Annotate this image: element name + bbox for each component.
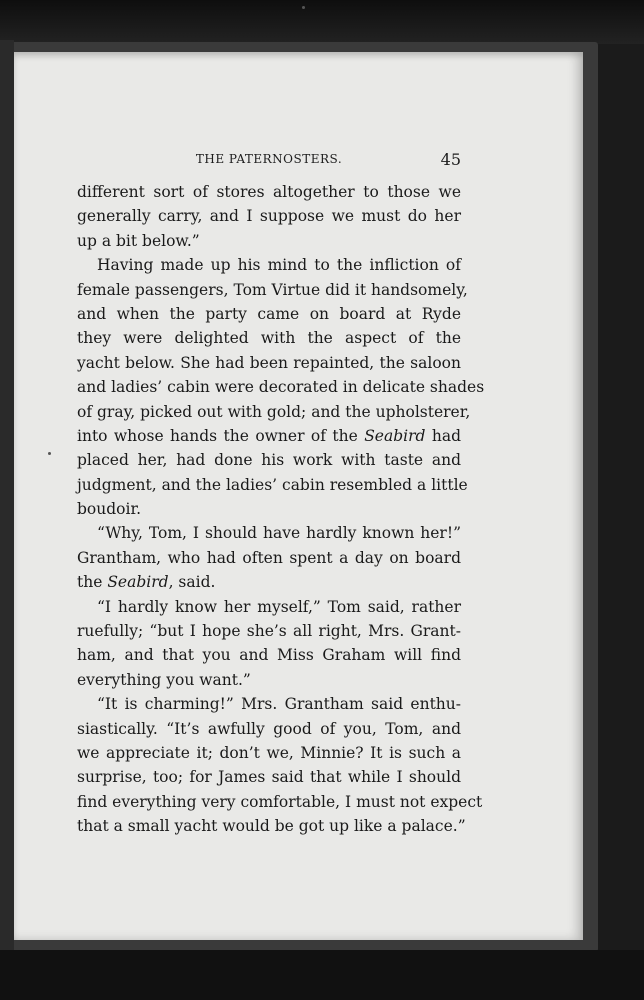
text-line: they were delighted with the aspect of the: [77, 329, 461, 348]
text-line: and ladies’ cabin were decorated in delicate shades: [77, 378, 485, 397]
ship-name: Seabird: [107, 573, 169, 592]
text-line: we appreciate it; don’t we, Minnie? It is such a: [77, 743, 461, 762]
text-line: boudoir.: [77, 500, 142, 519]
text-line: up a bit below.”: [77, 231, 200, 250]
text-line: yacht below. She had been repainted, the saloon: [77, 353, 461, 372]
ship-name: Seabird: [364, 426, 426, 445]
text-line: female passengers, Tom Virtue did it handsomely,: [77, 280, 468, 299]
text-line: generally carry, and I suppose we must do her: [77, 207, 461, 226]
text-line: Having made up his mind to the infliction of: [97, 256, 461, 275]
text-line: find everything very comfortable, I must not expect: [77, 792, 483, 811]
running-title: THE PATERNOSTERS.: [195, 152, 343, 166]
text-line: that a small yacht would be got up like a palace.”: [77, 817, 466, 836]
text-line: ruefully; “but I hope she’s all right, Mrs. Grant-: [77, 622, 461, 641]
text-line: ham, and that you and Miss Graham will find: [77, 646, 461, 665]
scan-top-edge: [0, 0, 644, 44]
body-text: [77, 180, 485, 839]
text-line: of gray, picked out with gold; and the upholsterer,: [77, 402, 471, 421]
text-line: into whose hands the owner of the Seabird had: [77, 426, 461, 445]
text-line: different sort of stores altogether to those we: [77, 183, 461, 201]
text-line: “I hardly know her myself,” Tom said, rather: [97, 597, 461, 616]
paper-speck: [48, 452, 51, 455]
text-line: placed her, had done his work with taste and: [77, 451, 461, 470]
text-line: “It is charming!” Mrs. Grantham said enthu-: [97, 695, 461, 714]
text-line: everything you want.”: [77, 670, 251, 689]
scan-bottom-edge: [0, 950, 644, 1000]
text-line: and when the party came on board at Ryde: [77, 304, 461, 323]
text-line: Grantham, who had often spent a day on board: [77, 548, 461, 567]
text-line: siastically. “It’s awfully good of you, Tom, and: [77, 719, 461, 738]
book-spine-strip: [0, 40, 14, 950]
paper-speck: [302, 6, 305, 9]
text-line: “Why, Tom, I should have hardly known her!”: [97, 524, 461, 543]
text-line: the Seabird, said.: [77, 573, 216, 592]
page-header: [77, 152, 461, 174]
text-line: judgment, and the ladies’ cabin resembled a little: [77, 475, 468, 494]
page-number: 45: [440, 150, 461, 169]
text-line: surprise, too; for James said that while I should: [77, 768, 461, 787]
